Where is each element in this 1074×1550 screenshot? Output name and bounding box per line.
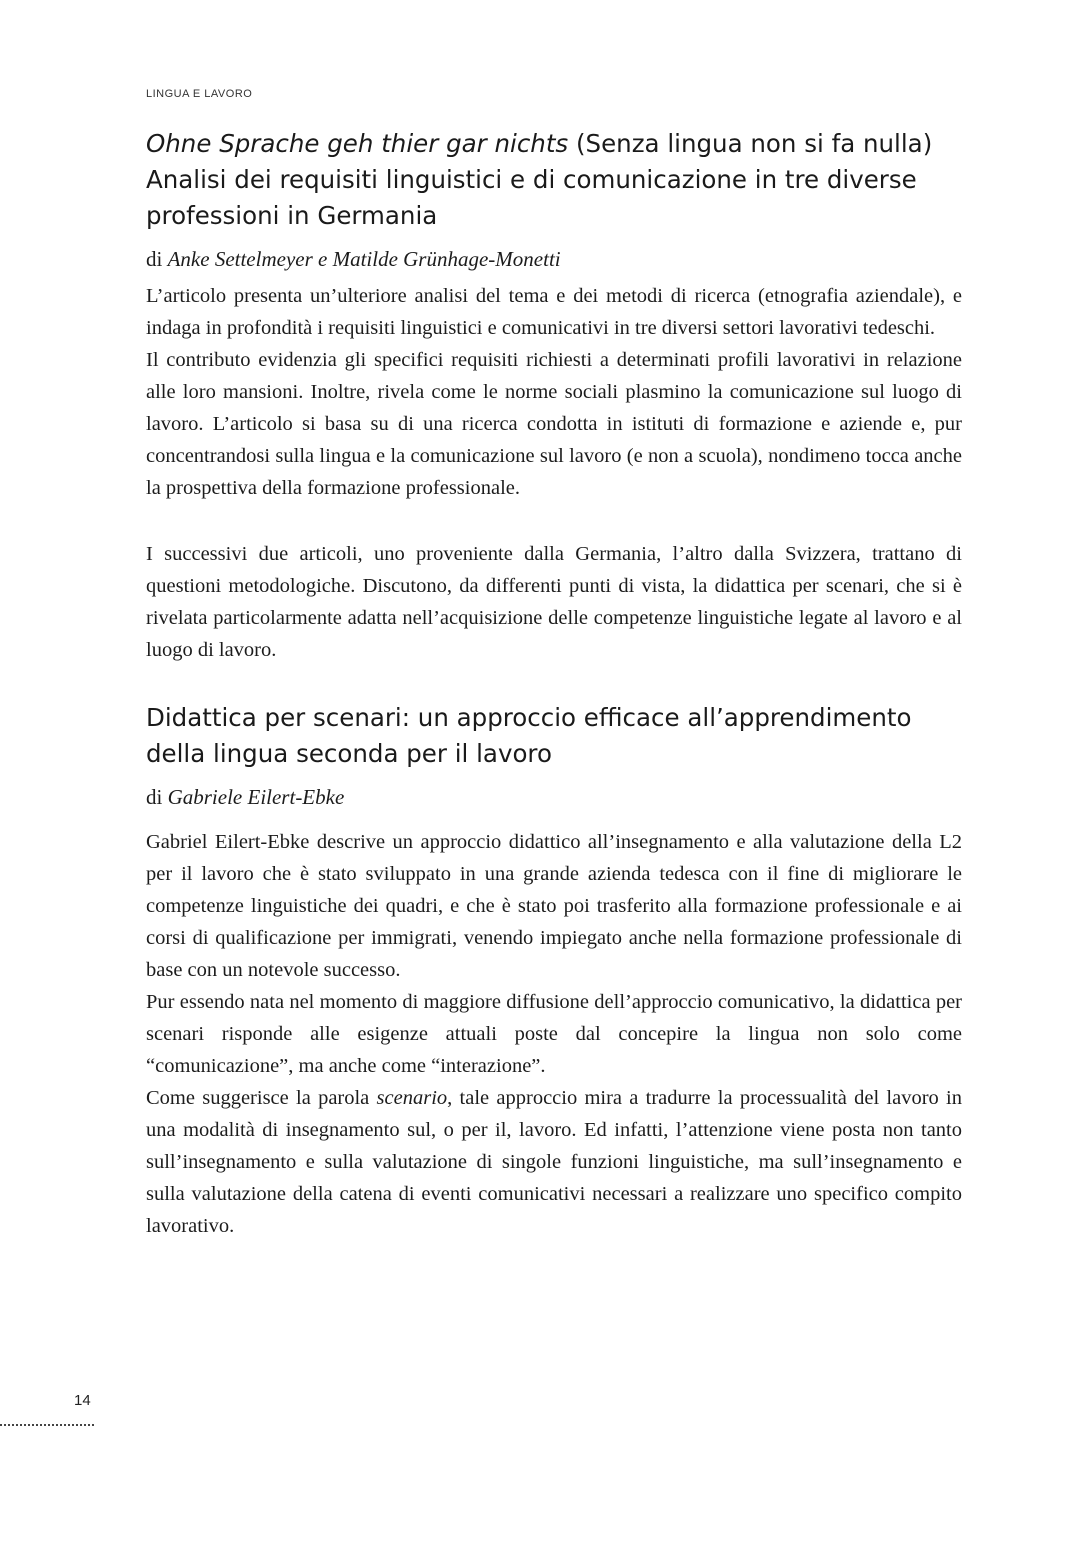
byline-2	[146, 782, 962, 812]
abstract-2-paragraph-3-rest: , tale approccio mira a tradurre la processualità del lavoro in una modalità di insegnamento sul, o per il, lavoro. Ed infatti, l’attenzione viene posta non tanto sull’insegnamento e sulla valutazione di singole funzioni linguistiche, ma sull’insegnamento e sulla valutazione della catena di eventi comunicativi necessari a realizzare uno specifico compito lavorativo.	[146, 1087, 962, 1237]
byline-1-authors: Anke Settelmeyer e Matilde Grünhage-Monetti	[167, 247, 561, 271]
abstract-1-paragraph-2: Il contributo evidenzia gli specifici requisiti richiesti a determinati profili lavorativi in relazione alle loro mansioni. Inoltre, rivela come le norme sociali plasmino la comunicazione sul luogo di lavoro. L’articolo si basa su di una ricerca condotta in istituti di formazione e aziende e, pur concentrandosi sulla lingua e la comunicazione sul lavoro (e non a scuola), nondimeno tocca anche la prospettiva della formazione professionale.	[146, 349, 962, 499]
article-title-1-translation: (Senza lingua non si fa nulla)	[568, 129, 933, 158]
article-title-2: Didattica per scenari: un approccio efficace all’apprendimento della lingua seconda per il lavoro	[146, 703, 912, 768]
article-title-1-italic: Ohne Sprache geh thier gar nichts	[146, 129, 569, 158]
byline-2-prefix: di	[146, 785, 168, 809]
abstract-2-paragraph-3	[146, 1082, 962, 1242]
byline-1-prefix: di	[146, 247, 168, 271]
byline-2-authors: Gabriele Eilert-Ebke	[167, 785, 345, 809]
abstract-1-paragraph-1: L’articolo presenta un’ulteriore analisi del tema e dei metodi di ricerca (etnografia aziendale), e indaga in profondità i requisiti linguistici e comunicativi in tre diversi settori lavorativi tedeschi.	[146, 285, 962, 339]
interlude-paragraph: I successivi due articoli, uno proveniente dalla Germania, l’altro dalla Svizzera, trattano di questioni metodologiche. Discutono, da differenti punti di vista, la didattica per scenari, che si è rivelata particolarmente adatta nell’acquisizione delle competenze linguistiche legate al lavoro e al luogo di lavoro.	[146, 543, 962, 661]
scenario-term: scenario	[376, 1087, 448, 1109]
article-title-1	[146, 126, 962, 234]
page-content	[146, 126, 962, 1242]
abstract-2-paragraph-3-start: Come suggerisce la parola	[146, 1087, 377, 1109]
article-subtitle-1: Analisi dei requisiti linguistici e di comunicazione in tre diverse professioni in Germania	[146, 165, 917, 230]
abstract-2-paragraph-2: Pur essendo nata nel momento di maggiore diffusione dell’approccio comunicativo, la didattica per scenari risponde alle esigenze attuali poste dal concepire la lingua non solo come “comunicazione”, ma anche come “interazione”.	[146, 991, 962, 1077]
byline-1	[146, 244, 962, 274]
running-head: LINGUA E LAVORO	[146, 88, 253, 100]
abstract-2-paragraph-1: Gabriel Eilert-Ebke descrive un approccio didattico all’insegnamento e alla valutazione della L2 per il lavoro che è stato sviluppato in una grande azienda tedesca con il fine di migliorare le competenze linguistiche dei quadri, e che è stato poi trasferito alla formazione professionale e ai corsi di qualificazione per immigrati, venendo impiegato anche nella formazione professionale di base con un notevole successo.	[146, 831, 962, 981]
page-number-rule	[0, 1424, 94, 1426]
page-number: 14	[74, 1392, 91, 1409]
